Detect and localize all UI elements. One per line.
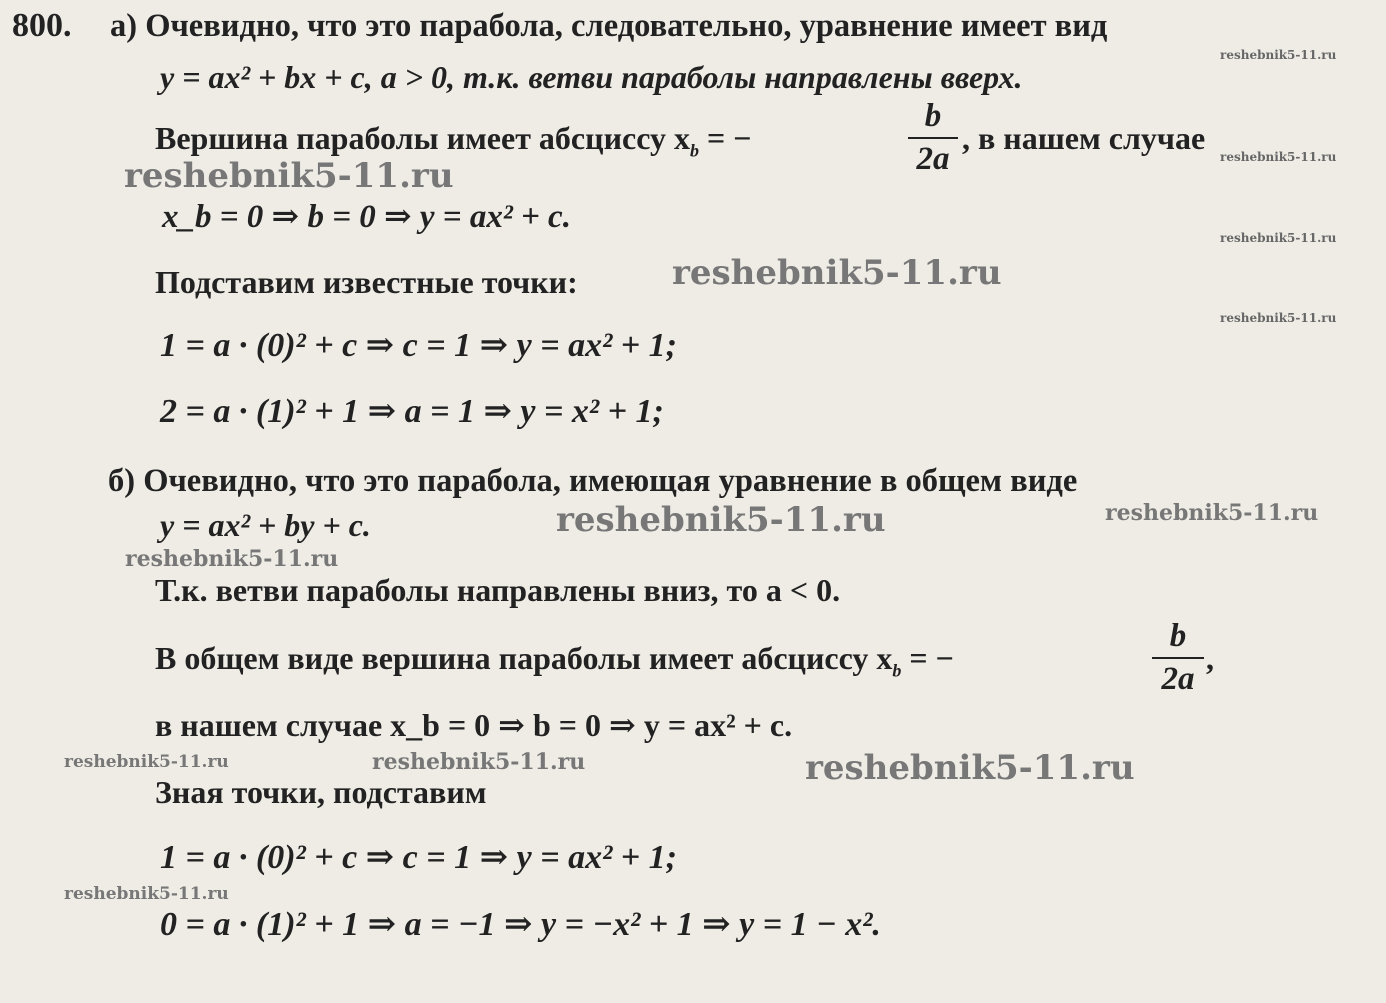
part-b-line-3: Т.к. ветви параболы направлены вниз, то a < 0. — [155, 572, 841, 608]
part-a-line-1: а) Очевидно, что это парабола, следовательно, уравнение имеет вид — [110, 8, 1108, 44]
watermark: reshebnik5-11.ru — [556, 500, 886, 540]
watermark: reshebnik5-11.ru — [124, 156, 454, 196]
part-b-line-7: 1 = a · (0)² + c ⇒ c = 1 ⇒ y = ax² + 1; — [160, 839, 677, 876]
watermark: reshebnik5-11.ru — [64, 752, 229, 772]
watermark: reshebnik5-11.ru — [64, 884, 229, 904]
watermark: reshebnik5-11.ru — [1220, 311, 1337, 325]
watermark: reshebnik5-11.ru — [672, 253, 1002, 293]
watermark: reshebnik5-11.ru — [805, 748, 1135, 788]
part-a-line-2: y = ax² + bx + c, a > 0, т.к. ветви параболы направлены вверх. — [160, 59, 1023, 95]
part-b-line-6: Зная точки, подставим — [155, 774, 487, 810]
watermark: reshebnik5-11.ru — [1220, 231, 1337, 245]
part-a-line-4: x_b = 0 ⇒ b = 0 ⇒ y = ax² + c. — [162, 199, 571, 235]
watermark: reshebnik5-11.ru — [1105, 500, 1319, 526]
problem-number: 800. — [12, 7, 72, 44]
part-a-line-3-tail: , в нашем случае — [962, 120, 1206, 156]
part-a-line-6: 1 = a · (0)² + c ⇒ c = 1 ⇒ y = ax² + 1; — [160, 327, 677, 364]
watermark: reshebnik5-11.ru — [372, 749, 586, 775]
fraction-b-over-2a-a: b 2a — [908, 98, 958, 178]
part-a-line-3: Вершина параболы имеет абсциссу $x_b$ = − — [155, 120, 752, 161]
watermark: reshebnik5-11.ru — [1220, 150, 1337, 164]
watermark: reshebnik5-11.ru — [1220, 48, 1337, 62]
part-b-line-5: в нашем случае x_b = 0 ⇒ b = 0 ⇒ y = ax² + c. — [155, 707, 793, 743]
part-b-line-4: В общем виде вершина параболы имеет абсциссу $x_b$ = − — [155, 640, 954, 681]
fraction-b-over-2a-b: b 2a — [1152, 618, 1204, 698]
part-b-line-1: б) Очевидно, что это парабола, имеющая уравнение в общем виде — [108, 463, 1078, 499]
part-a-line-5: Подставим известные точки: — [155, 264, 578, 300]
part-b-line-2: y = ax² + by + c. — [160, 507, 371, 543]
part-b-line-4-tail: , — [1206, 640, 1214, 676]
part-b-line-8: 0 = a · (1)² + 1 ⇒ a = −1 ⇒ y = −x² + 1 ⇒ y = 1 − x². — [160, 906, 881, 943]
watermark: reshebnik5-11.ru — [125, 546, 339, 572]
part-a-line-7: 2 = a · (1)² + 1 ⇒ a = 1 ⇒ y = x² + 1; — [160, 393, 664, 430]
